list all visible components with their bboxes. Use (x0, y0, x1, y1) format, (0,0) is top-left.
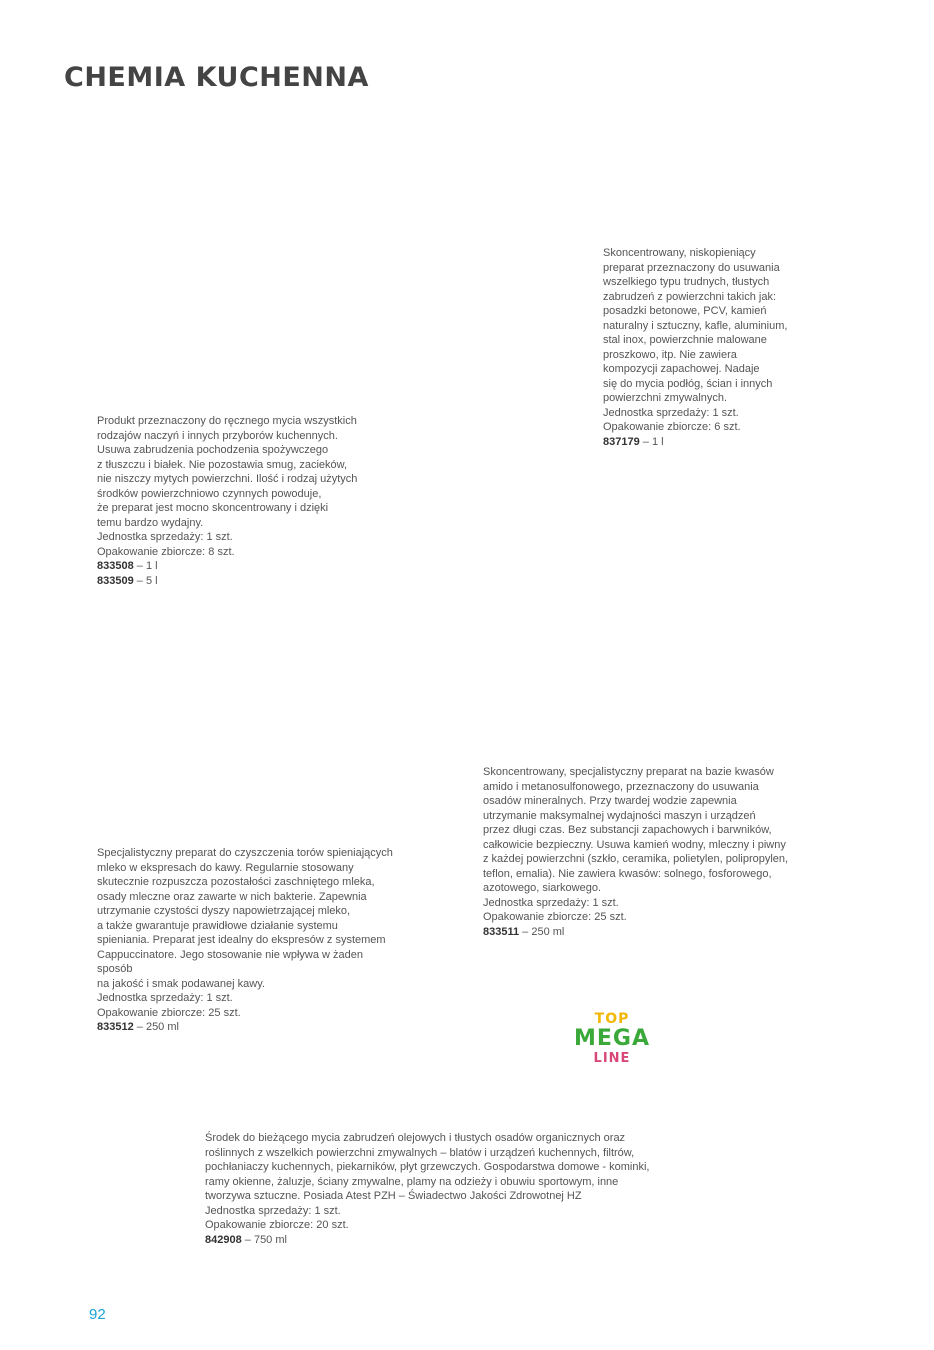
product-code: 833509 (97, 574, 134, 587)
product-code-row (603, 435, 787, 450)
description-line: pochłaniaczy kuchennych, piekarników, płyt grzewczych. Gospodarstwa domowe - kominki, (205, 1161, 650, 1173)
description-line: spieniania. Preparat jest idealny do ekspresów z systemem (97, 934, 386, 946)
description-line: Produkt przeznaczony do ręcznego mycia wszystkich (97, 415, 357, 427)
description-line: Jednostka sprzedaży: 1 szt. (97, 992, 233, 1004)
product-description-degreaser (205, 1131, 649, 1247)
product-size: – 1 l (133, 560, 158, 572)
description-line: na jakość i smak podawanej kawy. (97, 977, 265, 990)
description-line: Jednostka sprzedaży: 1 szt. (603, 406, 739, 419)
description-line: nie niszczy mytych powierzchni. Ilość i rodzaj użytych (97, 473, 358, 485)
description-line: tworzywa sztuczne. Posiada Atest PZH – Świadectwo Jakości Zdrowotnej HZ (205, 1190, 582, 1202)
description-line: preparat przeznaczony do usuwania (603, 261, 780, 274)
description-line: roślinnych z wszelkich powierzchni zmywalnych – blatów i urządzeń kuchennych, filtrów, (205, 1146, 635, 1159)
product-code: 833508 (97, 560, 134, 572)
description-line: Jednostka sprzedaży: 1 szt. (205, 1204, 341, 1217)
logo-text-mega: MEGA (573, 1026, 650, 1051)
description-line: kompozycji zapachowej. Nadaje (603, 363, 760, 375)
description-line: że preparat jest mocno skoncentrowany i dzięki (97, 502, 329, 514)
description-line: ramy okienne, żaluzje, ściany zmywalne, plamy na odzieży i obuwiu sportowym, inne (205, 1175, 619, 1188)
product-code: 842908 (205, 1233, 242, 1246)
product-code-row (205, 1233, 649, 1248)
description-line: Jednostka sprzedaży: 1 szt. (97, 531, 233, 543)
description-line: azotowego, siarkowego. (483, 882, 602, 894)
product-description-dish-liquid (97, 414, 357, 588)
description-line: Opakowanie zbiorcze: 20 szt. (205, 1219, 349, 1231)
description-line: Specjalistyczny preparat do czyszczenia torów spieniających (97, 847, 393, 859)
description-line: wszelkiego typu trudnych, tłustych (603, 276, 770, 288)
description-line: naturalny i sztuczny, kafle, aluminium, (603, 319, 788, 332)
description-line: utrzymanie maksymalnej wydajności maszyn i urządzeń (483, 809, 756, 822)
description-line: powierzchni zmywalnych. (603, 392, 728, 404)
product-size: – 750 ml (241, 1233, 287, 1246)
description-line: przez długi czas. Bez substancji zapachowych i barwników, (483, 824, 772, 836)
description-line: utrzymanie czystości dyszy napowietrzającej mleko, (97, 905, 351, 917)
product-description-descaler (483, 765, 788, 939)
product-size: – 250 ml (133, 1021, 179, 1033)
description-line: Skoncentrowany, niskopieniący (603, 247, 756, 259)
description-line: Jednostka sprzedaży: 1 szt. (483, 896, 619, 909)
description-line: a także gwarantuje prawidłowe działanie systemu (97, 919, 338, 932)
description-line: Usuwa zabrudzenia pochodzenia spożywczego (97, 444, 329, 456)
description-line: Środek do bieżącego mycia zabrudzeń olejowych i tłustych osadów organicznych oraz (205, 1132, 626, 1144)
description-line: osadów mineralnych. Przy twardej wodzie zapewnia (483, 795, 737, 807)
description-line: środków powierzchniowo czynnych powoduje, (97, 487, 322, 500)
product-description-milk-cleaner (97, 846, 393, 1035)
description-line: Opakowanie zbiorcze: 25 szt. (483, 911, 627, 923)
product-code-row (97, 559, 357, 574)
product-code-row (483, 925, 788, 940)
page-title: CHEMIA KUCHENNA (64, 62, 369, 93)
product-code: 837179 (603, 435, 640, 448)
description-line: Skoncentrowany, specjalistyczny preparat na bazie kwasów (483, 766, 774, 778)
product-code-row (97, 1020, 393, 1035)
description-line: proszkowo, itp. Nie zawiera (603, 348, 737, 361)
description-line: teflon, emalia). Nie zawiera kwasów: solnego, fosforowego, (483, 867, 772, 880)
description-line: sposób (97, 963, 133, 975)
description-line: się do mycia podłóg, ścian i innych (603, 377, 773, 390)
description-line: temu bardzo wydajny. (97, 516, 204, 529)
description-line: z tłuszczu i białek. Nie pozostawia smug, zacieków, (97, 458, 348, 471)
description-line: stal inox, powierzchnie malowane (603, 334, 767, 346)
description-line: całkowicie bezpieczny. Usuwa kamień wodny, mleczny i piwny (483, 838, 786, 851)
description-line: amido i metanosulfonowego, przeznaczony do usuwania (483, 780, 759, 793)
page-number: 92 (89, 1306, 106, 1323)
product-code: 833512 (97, 1021, 134, 1033)
description-line: z każdej powierzchni (szkło, ceramika, polietylen, polipropylen, (483, 853, 789, 865)
description-line: Opakowanie zbiorcze: 6 szt. (603, 421, 741, 433)
description-line: Opakowanie zbiorcze: 8 szt. (97, 545, 235, 558)
description-line: Opakowanie zbiorcze: 25 szt. (97, 1006, 241, 1019)
product-description-floor-cleaner (603, 246, 787, 449)
product-code-row (97, 574, 357, 589)
top-mega-line-logo (572, 1012, 652, 1065)
logo-text-top: TOP (594, 1011, 630, 1027)
description-line: skutecznie rozpuszcza pozostałości zaschniętego mleka, (97, 876, 375, 888)
description-line: Cappuccinatore. Jego stosowanie nie wpływa w żaden (97, 948, 363, 961)
product-size: – 1 l (639, 435, 664, 448)
description-line: posadzki betonowe, PCV, kamień (603, 305, 767, 317)
logo-text-line: LINE (593, 1051, 631, 1066)
product-size: – 250 ml (519, 925, 565, 938)
product-size: – 5 l (133, 574, 158, 587)
description-line: osady mleczne oraz zawarte w nich bakterie. Zapewnia (97, 890, 367, 903)
product-code: 833511 (483, 925, 520, 938)
description-line: rodzajów naczyń i innych przyborów kuchennych. (97, 429, 338, 442)
description-line: mleko w ekspresach do kawy. Regularnie stosowany (97, 861, 354, 874)
description-line: zabrudzeń z powierzchni takich jak: (603, 290, 777, 303)
